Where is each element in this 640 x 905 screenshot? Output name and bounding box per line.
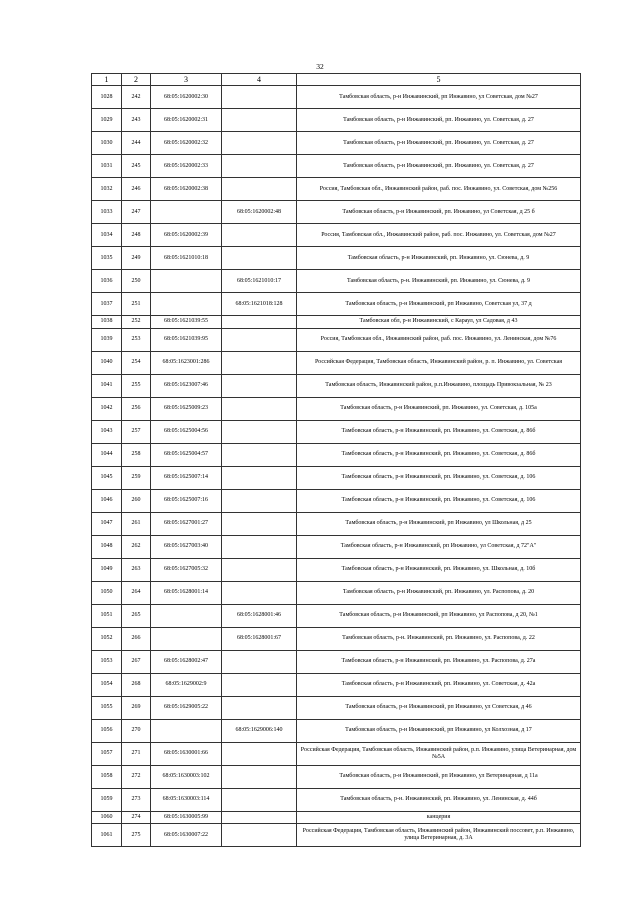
cadastral-number-cell: [151, 201, 222, 224]
object-id-cell: 262: [122, 535, 151, 558]
object-id-cell: 256: [122, 397, 151, 420]
cadastral-number-cell: [151, 719, 222, 742]
table-row: [92, 489, 581, 512]
related-cadastral-cell: [222, 316, 297, 329]
cadastral-number-cell: 68:05:1623001:286: [151, 351, 222, 374]
table-row: [92, 420, 581, 443]
row-number-cell: 1056: [92, 719, 122, 742]
table-row: [92, 293, 581, 316]
table-row: [92, 811, 581, 824]
row-number-cell: 1033: [92, 201, 122, 224]
table-body: [92, 86, 581, 847]
cadastral-number-cell: 68:05:1630003:114: [151, 788, 222, 811]
cadastral-number-cell: 68:05:1623007:46: [151, 374, 222, 397]
related-cadastral-cell: [222, 247, 297, 270]
related-cadastral-cell: [222, 742, 297, 765]
cadastral-number-cell: 68:05:1629005:22: [151, 696, 222, 719]
address-cell: Тамбовская область, р-н Инжавинский, рп Инжавино, ул Школьная, д 25: [297, 512, 581, 535]
related-cadastral-cell: [222, 696, 297, 719]
cadastral-number-cell: 68:05:1625007:14: [151, 466, 222, 489]
row-number-cell: 1049: [92, 558, 122, 581]
related-cadastral-cell: [222, 420, 297, 443]
address-cell: Тамбовская область, р-н Инжавинский, рп. Инжавино, ул. Советская, д. 106: [297, 466, 581, 489]
cadastral-number-cell: [151, 270, 222, 293]
row-number-cell: 1028: [92, 86, 122, 109]
row-number-cell: 1053: [92, 650, 122, 673]
cadastral-number-cell: 68:05:1627005:32: [151, 558, 222, 581]
related-cadastral-cell: [222, 811, 297, 824]
cadastral-number-cell: 68:05:1620002:38: [151, 178, 222, 201]
table-row: [92, 86, 581, 109]
records-table: [91, 73, 581, 847]
address-cell: Тамбовская область, р-н Инжавинский, рп. Инжавино, ул. Советская, д. 42а: [297, 673, 581, 696]
column-header-3: 3: [151, 74, 222, 86]
address-cell: Российская Федерация, Тамбовская область, Инжавинский район, р. п. Инжавино, ул. Советская: [297, 351, 581, 374]
related-cadastral-cell: [222, 328, 297, 351]
object-id-cell: 251: [122, 293, 151, 316]
row-number-cell: 1055: [92, 696, 122, 719]
row-number-cell: 1042: [92, 397, 122, 420]
related-cadastral-cell: [222, 397, 297, 420]
address-cell: Тамбовская область, р-н Инжавинский, рп Инжавино, Советская ул, 37 д: [297, 293, 581, 316]
table-row: [92, 696, 581, 719]
object-id-cell: 245: [122, 155, 151, 178]
cadastral-number-cell: [151, 604, 222, 627]
row-number-cell: 1059: [92, 788, 122, 811]
address-cell: Тамбовская область, р-н Инжавинский, рп. Инжавино, ул. Советская, д. 27: [297, 132, 581, 155]
page-number: 32: [316, 62, 324, 71]
column-header-4: 4: [222, 74, 297, 86]
cadastral-number-cell: 68:05:1621010:18: [151, 247, 222, 270]
related-cadastral-cell: [222, 765, 297, 788]
related-cadastral-cell: [222, 558, 297, 581]
related-cadastral-cell: 68:05:1621010:17: [222, 270, 297, 293]
row-number-cell: 1040: [92, 351, 122, 374]
cadastral-number-cell: 68:05:1627003:40: [151, 535, 222, 558]
table-row: [92, 316, 581, 329]
related-cadastral-cell: [222, 132, 297, 155]
address-cell: Тамбовская область, р-н Инжавинский, рп Инжавино, ул Советская, дом №27: [297, 86, 581, 109]
cadastral-number-cell: 68:05:1630007:22: [151, 824, 222, 847]
cadastral-number-cell: 68:05:1620002:31: [151, 109, 222, 132]
table-row: [92, 270, 581, 293]
address-cell: Тамбовская обл, р-н Инжавинский, с Караул, ул Садовая, д 43: [297, 316, 581, 329]
address-cell: Российская Федерация, Тамбовская область, Инжавинский район, р.п. Инжавино, улица Ветеринарная, дом №5А: [297, 742, 581, 765]
address-cell: Тамбовская область, р-н Инжавинский, рп. Инжавино, ул. Советская, д. 27: [297, 155, 581, 178]
row-number-cell: 1034: [92, 224, 122, 247]
table-row: [92, 443, 581, 466]
column-header-5: 5: [297, 74, 581, 86]
address-cell: Тамбовская область, р-н. Инжавинский, рп. Инжавино, ул. Распопова, д. 22: [297, 627, 581, 650]
object-id-cell: 275: [122, 824, 151, 847]
row-number-cell: 1038: [92, 316, 122, 329]
row-number-cell: 1045: [92, 466, 122, 489]
cadastral-number-cell: 68:05:1627001:27: [151, 512, 222, 535]
cadastral-number-cell: 68:05:1625007:16: [151, 489, 222, 512]
row-number-cell: 1058: [92, 765, 122, 788]
object-id-cell: 260: [122, 489, 151, 512]
cadastral-number-cell: 68:05:1621039:55: [151, 316, 222, 329]
address-cell: Тамбовская область, р-н Инжавинский, рп. Инжавино, ул. Советская, д. 86б: [297, 420, 581, 443]
cadastral-number-cell: 68:05:1629002:9: [151, 673, 222, 696]
object-id-cell: 261: [122, 512, 151, 535]
object-id-cell: 247: [122, 201, 151, 224]
object-id-cell: 263: [122, 558, 151, 581]
table-row: [92, 132, 581, 155]
cadastral-number-cell: [151, 293, 222, 316]
address-cell: Тамбовская область, р-н Инжавинский, рп. Инжавино, ул. Школьная, д. 10б: [297, 558, 581, 581]
address-cell: Тамбовская область, р-н Инжавинский, рп. Инжавино, ул. Сюнева, д. 9: [297, 247, 581, 270]
related-cadastral-cell: [222, 466, 297, 489]
table-header-row: [92, 74, 581, 86]
row-number-cell: 1031: [92, 155, 122, 178]
row-number-cell: 1032: [92, 178, 122, 201]
table-row: [92, 535, 581, 558]
cadastral-number-cell: 68:05:1630001:66: [151, 742, 222, 765]
table-row: [92, 824, 581, 847]
row-number-cell: 1047: [92, 512, 122, 535]
cadastral-number-cell: 68:05:1628002:47: [151, 650, 222, 673]
row-number-cell: 1039: [92, 328, 122, 351]
related-cadastral-cell: [222, 86, 297, 109]
related-cadastral-cell: [222, 155, 297, 178]
related-cadastral-cell: [222, 650, 297, 673]
cadastral-number-cell: 68:05:1620002:32: [151, 132, 222, 155]
related-cadastral-cell: [222, 109, 297, 132]
object-id-cell: 270: [122, 719, 151, 742]
table-row: [92, 466, 581, 489]
address-cell: Россия, Тамбовская обл., Инжавинский район, раб. пос. Инжавино, ул. Ленинская, дом №76: [297, 328, 581, 351]
object-id-cell: 266: [122, 627, 151, 650]
address-cell: Тамбовская область, р-н Инжавинский, рп Инжавино, ул Колхозная, д 17: [297, 719, 581, 742]
address-cell: Тамбовская область, р-н Инжавинский, рп. Инжавино, ул. Советская, д. 86б: [297, 443, 581, 466]
address-cell: Тамбовская область, р-н Инжавинский, рп Инжавино, ул Советская, д 46: [297, 696, 581, 719]
object-id-cell: 265: [122, 604, 151, 627]
address-cell: Тамбовская область, р-н Инжавинский, рп Инжавино, ул Советская, д 72"А": [297, 535, 581, 558]
row-number-cell: 1054: [92, 673, 122, 696]
address-cell: Россия, Тамбовская обл., Инжавинский район, раб. пос. Инжавино, ул. Советская, дом №27: [297, 224, 581, 247]
row-number-cell: 1061: [92, 824, 122, 847]
object-id-cell: 273: [122, 788, 151, 811]
table-row: [92, 788, 581, 811]
related-cadastral-cell: 68:05:1628001:67: [222, 627, 297, 650]
table-row: [92, 742, 581, 765]
row-number-cell: 1050: [92, 581, 122, 604]
related-cadastral-cell: [222, 178, 297, 201]
row-number-cell: 1036: [92, 270, 122, 293]
cadastral-number-cell: 68:05:1628001:14: [151, 581, 222, 604]
related-cadastral-cell: [222, 512, 297, 535]
table-row: [92, 201, 581, 224]
table-row: [92, 155, 581, 178]
cadastral-number-cell: 68:05:1620002:39: [151, 224, 222, 247]
related-cadastral-cell: [222, 224, 297, 247]
object-id-cell: 274: [122, 811, 151, 824]
object-id-cell: 242: [122, 86, 151, 109]
table-row: [92, 224, 581, 247]
address-cell: Тамбовская область, р-н. Инжавинский, рп. Инжавино, ул. Сюнева, д. 9: [297, 270, 581, 293]
address-cell: Тамбовская область, р-н Инжавинский, рп. Инжавино, ул. Распопова, д. 20: [297, 581, 581, 604]
object-id-cell: 250: [122, 270, 151, 293]
table-row: [92, 351, 581, 374]
related-cadastral-cell: 68:05:1628001:46: [222, 604, 297, 627]
object-id-cell: 252: [122, 316, 151, 329]
object-id-cell: 253: [122, 328, 151, 351]
related-cadastral-cell: [222, 443, 297, 466]
table-row: [92, 109, 581, 132]
object-id-cell: 246: [122, 178, 151, 201]
row-number-cell: 1051: [92, 604, 122, 627]
address-cell: Тамбовская область, р-н. Инжавинский, рп. Инжавино, ул. Ленинская, д. 44б: [297, 788, 581, 811]
row-number-cell: 1046: [92, 489, 122, 512]
object-id-cell: 268: [122, 673, 151, 696]
cadastral-number-cell: 68:05:1620002:33: [151, 155, 222, 178]
object-id-cell: 272: [122, 765, 151, 788]
object-id-cell: 264: [122, 581, 151, 604]
address-cell: Тамбовская область, р-н Инжавинский, рп. Инжавино, ул. Распопова, д. 27а: [297, 650, 581, 673]
cadastral-number-cell: 68:05:1625009:23: [151, 397, 222, 420]
row-number-cell: 1044: [92, 443, 122, 466]
address-cell: Тамбовская область, р-н Инжавинский, рп Инжавино, ул Распопова, д 20, №1: [297, 604, 581, 627]
related-cadastral-cell: 68:05:1620002:48: [222, 201, 297, 224]
address-cell: Тамбовская область, Инжавинский район, р.п.Инжавино, площадь Привокзальная, № 23: [297, 374, 581, 397]
row-number-cell: 1057: [92, 742, 122, 765]
object-id-cell: 248: [122, 224, 151, 247]
table-row: [92, 581, 581, 604]
table-row: [92, 512, 581, 535]
address-cell: Тамбовская область, р-н Инжавинский, рп Инжавино, ул Ветеринарная, д 11а: [297, 765, 581, 788]
table-row: [92, 247, 581, 270]
cadastral-number-cell: 68:05:1625004:57: [151, 443, 222, 466]
related-cadastral-cell: [222, 489, 297, 512]
table-row: [92, 765, 581, 788]
object-id-cell: 271: [122, 742, 151, 765]
related-cadastral-cell: 68:05:1629006:140: [222, 719, 297, 742]
row-number-cell: 1029: [92, 109, 122, 132]
row-number-cell: 1035: [92, 247, 122, 270]
related-cadastral-cell: [222, 824, 297, 847]
table-row: [92, 604, 581, 627]
cadastral-number-cell: 68:05:1625004:56: [151, 420, 222, 443]
cadastral-number-cell: 68:05:1621039:95: [151, 328, 222, 351]
table-row: [92, 374, 581, 397]
address-cell: Российская Федерация, Тамбовская область, Инжавинский район, Инжавинский поссовет, р.п. Инжавино, улица Ветеринарная, д. 3А: [297, 824, 581, 847]
related-cadastral-cell: [222, 788, 297, 811]
table-row: [92, 719, 581, 742]
address-cell: канцерия: [297, 811, 581, 824]
row-number-cell: 1030: [92, 132, 122, 155]
address-cell: Тамбовская область, р-н Инжавинский, рп. Инжавино, ул. Советская, д. 27: [297, 109, 581, 132]
object-id-cell: 267: [122, 650, 151, 673]
related-cadastral-cell: [222, 351, 297, 374]
related-cadastral-cell: 68:05:1621018:128: [222, 293, 297, 316]
cadastral-number-cell: 68:05:1630005:99: [151, 811, 222, 824]
row-number-cell: 1043: [92, 420, 122, 443]
column-header-2: 2: [122, 74, 151, 86]
row-number-cell: 1041: [92, 374, 122, 397]
column-header-1: 1: [92, 74, 122, 86]
related-cadastral-cell: [222, 535, 297, 558]
table-row: [92, 558, 581, 581]
object-id-cell: 259: [122, 466, 151, 489]
address-cell: Россия, Тамбовская обл., Инжавинский район, раб. пос. Инжавино, ул. Советская, дом №256: [297, 178, 581, 201]
row-number-cell: 1052: [92, 627, 122, 650]
table-row: [92, 627, 581, 650]
address-cell: Тамбовская область, р-н Инжавинский, рп. Инжавино, ул. Советская, д. 105а: [297, 397, 581, 420]
object-id-cell: 249: [122, 247, 151, 270]
related-cadastral-cell: [222, 581, 297, 604]
object-id-cell: 244: [122, 132, 151, 155]
table-row: [92, 673, 581, 696]
object-id-cell: 243: [122, 109, 151, 132]
address-cell: Тамбовская область, р-н Инжавинский, рп. Инжавино, ул. Советская, д. 106: [297, 489, 581, 512]
row-number-cell: 1060: [92, 811, 122, 824]
address-cell: Тамбовская область, р-н Инжавинский, рп. Инжавино, ул Советская, д 25 б: [297, 201, 581, 224]
object-id-cell: 254: [122, 351, 151, 374]
row-number-cell: 1048: [92, 535, 122, 558]
object-id-cell: 255: [122, 374, 151, 397]
table-row: [92, 328, 581, 351]
cadastral-number-cell: [151, 627, 222, 650]
table-row: [92, 397, 581, 420]
table-row: [92, 178, 581, 201]
object-id-cell: 257: [122, 420, 151, 443]
table-row: [92, 650, 581, 673]
related-cadastral-cell: [222, 374, 297, 397]
cadastral-number-cell: 68:05:1630003:102: [151, 765, 222, 788]
cadastral-number-cell: 68:05:1620002:30: [151, 86, 222, 109]
row-number-cell: 1037: [92, 293, 122, 316]
related-cadastral-cell: [222, 673, 297, 696]
object-id-cell: 269: [122, 696, 151, 719]
object-id-cell: 258: [122, 443, 151, 466]
